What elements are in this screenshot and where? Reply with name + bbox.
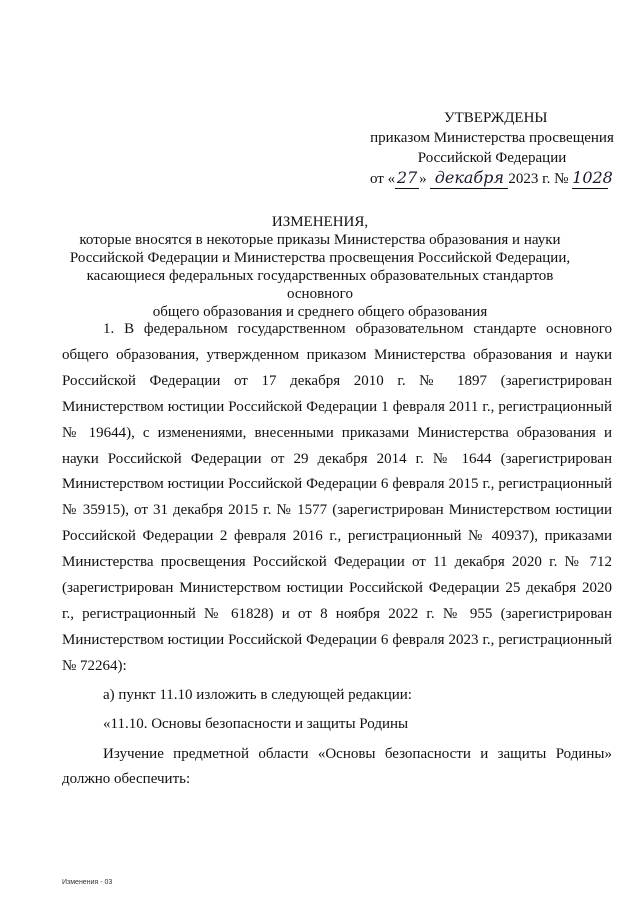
- document-title: [60, 213, 580, 321]
- approval-issuer-country: Российской Федерации: [417, 150, 567, 166]
- date-mid: »: [419, 171, 427, 187]
- title-line-1: которые вносятся в некоторые приказы Министерства образования и науки: [79, 232, 561, 248]
- date-prefix: от «: [370, 171, 396, 187]
- document-body: [62, 317, 612, 793]
- paragraph-1: 1. В федеральном государственном образовательном стандарте основного общего образования, утвержденном приказом Министерства образования и науки Российской Федерации от 17 декабря 2010 г. № 1897 (зарегистрирован Министерством юстиции Российской Федерации 1 февраля 2011 г., регистрационный № 19644), с изменениями, внесенными приказами Министерства образования и науки Российской Федерации от 29 декабря 2014 г. № 1644 (зарегистрирован Министерством юстиции Российской Федерации 6 февраля 2015 г., регистрационный № 35915), от 31 декабря 2015 г. № 1577 (зарегистрирован Министерством юстиции Российской Федерации 2 февраля 2016 г., регистрационный № 40937), приказами Министерства просвещения Российской Федерации от 11 декабря 2020 г. № 712 (зарегистрирован Министерством юстиции Российской Федерации 25 декабря 2020 г., регистрационный № 61828) и от 8 ноября 2022 г. № 955 (зарегистрирован Министерством юстиции Российской Федерации 6 февраля 2023 г., регистрационный № 72264):: [62, 321, 612, 674]
- page-footer: Изменения - 03: [62, 879, 113, 886]
- paragraph-3: «11.10. Основы безопасности и защиты Родины: [103, 715, 409, 732]
- date-year: 2023 г. №: [508, 171, 569, 187]
- approval-stamp: [362, 108, 622, 189]
- handwritten-month: декабря: [430, 168, 508, 189]
- handwritten-number: 1028: [572, 168, 613, 187]
- title-line-3: касающиеся федеральных государственных образовательных стандартов основного: [86, 268, 554, 302]
- handwritten-day: 27: [396, 168, 418, 187]
- title-heading: ИЗМЕНЕНИЯ,: [271, 214, 369, 230]
- paragraph-4: Изучение предметной области «Основы безопасности и защиты Родины» должно обеспечить:: [62, 745, 612, 788]
- title-line-4: общего образования и среднего общего образования: [152, 304, 488, 320]
- approval-issuer: приказом Министерства просвещения: [370, 130, 614, 146]
- approval-date-line: [362, 168, 622, 189]
- title-line-2: Российской Федерации и Министерства просвещения Российской Федерации,: [69, 250, 571, 266]
- paragraph-2: а) пункт 11.10 изложить в следующей редакции:: [103, 686, 412, 703]
- approval-heading: УТВЕРЖДЕНЫ: [444, 110, 548, 126]
